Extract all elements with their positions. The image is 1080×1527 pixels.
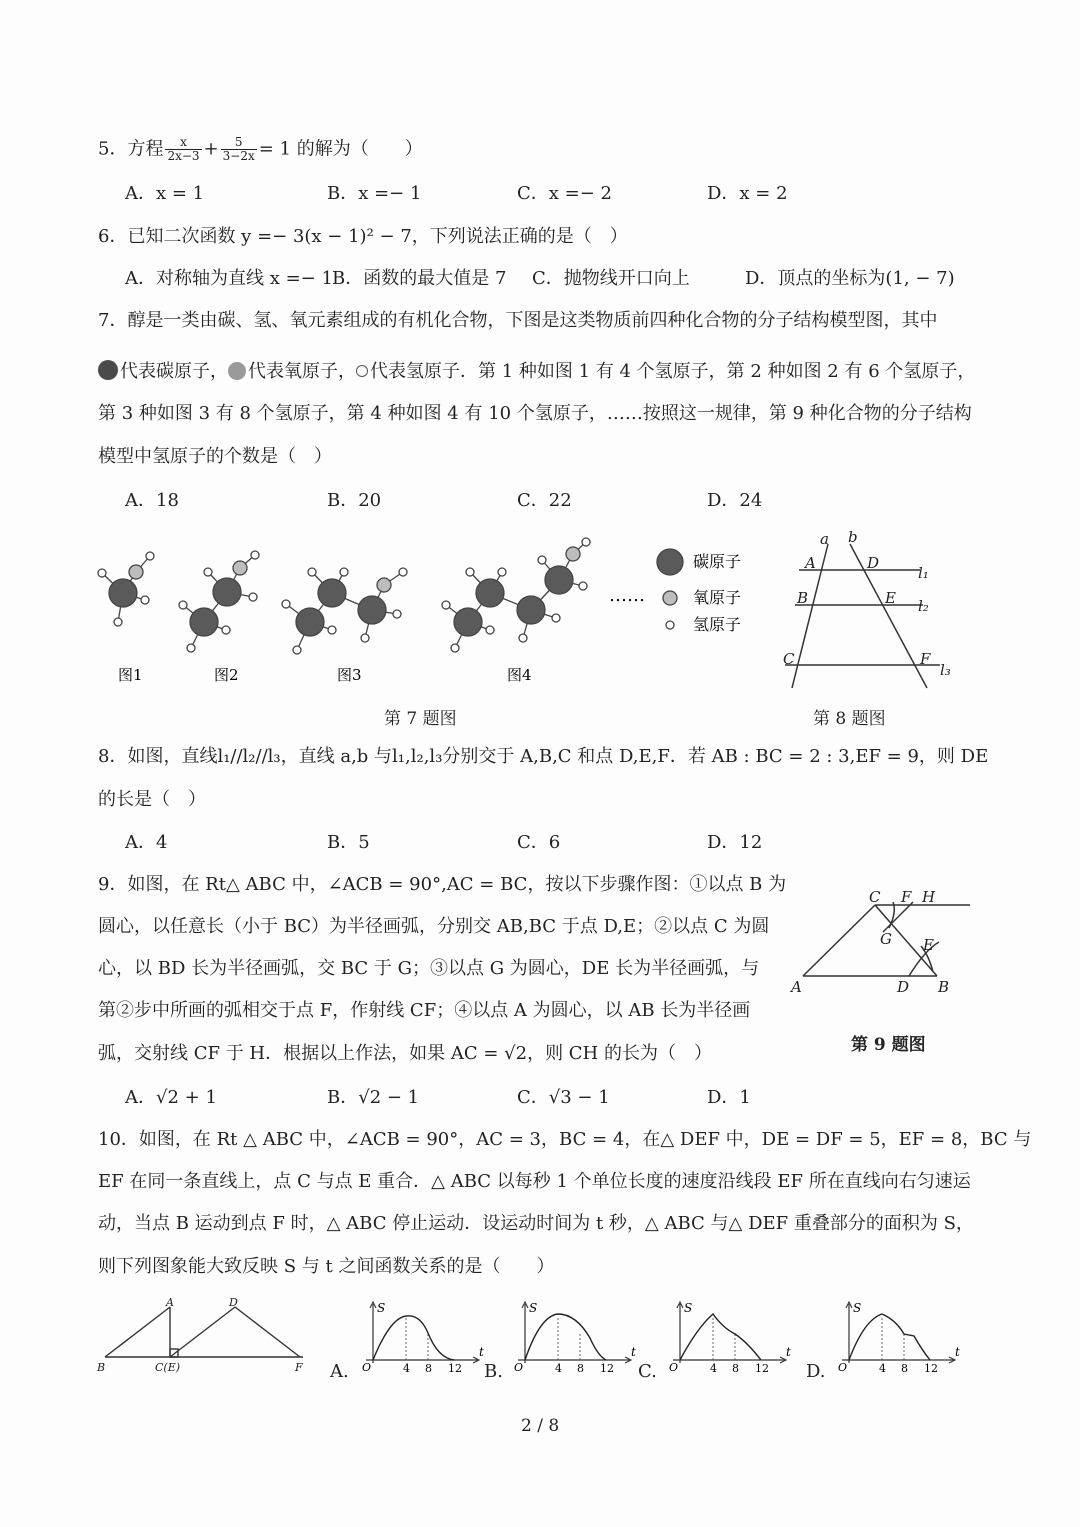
q8-caption: 第 8 题图 (813, 709, 886, 729)
tick-label-12: 12 (755, 1362, 769, 1375)
svg-text:l₁: l₁ (918, 564, 929, 582)
q7-line-3: 第 3 种如图 3 有 8 个氢原子，第 4 种如图 4 有 10 个氢原子，……按照这一规律，第 9 种化合物的分子结构 (98, 403, 972, 424)
molecule-2 (179, 551, 259, 652)
carbon-atom-icon (98, 360, 118, 380)
y-axis-label: S (529, 1301, 538, 1315)
q9-line-5: 弧，交射线 CF 于 H．根据以上作法，如果 AC = √2，则 CH 的长为（ ） (98, 1043, 712, 1064)
q6-option-d: D．顶点的坐标为(1, − 7) (745, 268, 955, 289)
q10-line-1: 10．如图，在 Rt △ ABC 中，∠ACB = 90°，AC = 3，BC = 4，在△ DEF 中，DE = DF = 5，EF = 8，BC 与 (98, 1129, 1032, 1150)
q8-line-1: 8．如图，直线l₁//l₂//l₃，直线 a,b 与l₁,l₂,l₃分别交于 A,B,C 和点 D,E,F．若 AB : BC = 2 : 3,EF = 9，则 DE (98, 746, 989, 767)
legend-oxygen-icon (663, 591, 677, 605)
svg-text:C: C (869, 888, 881, 906)
tick-label-8: 8 (901, 1362, 908, 1375)
legend-hydrogen-label: 氢原子 (693, 615, 742, 634)
q9-line-2: 圆心，以任意长（小于 BC）为半径画弧，分别交 AB,BC 于点 D,E；②以点 C 为圆 (98, 916, 770, 937)
q9-option-a: A．√2 + 1 (125, 1087, 217, 1108)
legend-hydrogen-icon (666, 621, 674, 629)
q7-option-c: C．22 (517, 490, 572, 511)
q10-line-2: EF 在同一条直线上，点 C 与点 E 重合．△ ABC 以每秒 1 个单位长度的速度沿线段 EF 所在直线向右匀速运 (98, 1171, 971, 1192)
y-axis-label: S (684, 1301, 693, 1315)
q5-option-a: A．x = 1 (125, 183, 205, 204)
tick-label-8: 8 (732, 1362, 739, 1375)
q6-option-c: C．抛物线开口向上 (532, 268, 690, 289)
q10-graph-label-d: D. (806, 1361, 826, 1382)
q7-option-b: B．20 (327, 490, 382, 511)
q5-fraction-2: $\frac{5}{3-2x}$ (222, 135, 255, 163)
tick-label-8: 8 (577, 1362, 584, 1375)
fig3-label: 图3 (337, 666, 362, 684)
legend-oxygen-label: 氧原子 (693, 588, 742, 607)
q5-option-c: C．x =− 2 (517, 183, 612, 204)
molecule-ellipsis: …… (609, 585, 645, 606)
svg-text:C(E): C(E) (155, 1361, 181, 1374)
origin-label: O (669, 1361, 679, 1374)
q9-figure (785, 880, 975, 1000)
q5-fraction-1: $\frac{x}{2x-3}$ (167, 135, 200, 163)
tick-label-4: 4 (555, 1362, 562, 1375)
q9-option-c: C．√3 − 1 (517, 1087, 610, 1108)
svg-text:b: b (848, 528, 858, 546)
y-axis-label: S (853, 1301, 862, 1315)
q10-triangles-figure (95, 1295, 315, 1380)
y-axis-label: S (377, 1301, 386, 1315)
q8-option-d: D．12 (707, 832, 763, 853)
q9-option-b: B．√2 − 1 (327, 1087, 420, 1108)
q10-line-3: 动，当点 B 运动到点 F 时，△ ABC 停止运动．设运动时间为 t 秒，△ ABC 与△ DEF 重叠部分的面积为 S， (98, 1213, 974, 1234)
q6-option-a: A．对称轴为直线 x =− 1 (125, 268, 333, 289)
x-axis-label: t (786, 1345, 791, 1359)
svg-text:G: G (880, 930, 892, 948)
fig4-label: 图4 (507, 666, 532, 684)
q7-line-2: 代表碳原子， 代表氧原子， 代表氢原子．第 1 种如图 1 有 4 个氢原子，第 2 种如图 2 有 6 个氢原子， (98, 360, 975, 384)
hydrogen-atom-icon (356, 365, 368, 377)
svg-text:F: F (901, 888, 912, 906)
q10-line-4: 则下列图象能大致反映 S 与 t 之间函数关系的是（ ） (98, 1256, 555, 1277)
s-t-curve (849, 1314, 930, 1360)
q8-option-c: C．6 (517, 832, 561, 853)
legend-carbon-icon (657, 549, 683, 575)
q9-caption: 第 9 题图 (851, 1035, 926, 1055)
q10-graph-label-a: A. (330, 1361, 349, 1382)
molecule-3 (282, 568, 407, 654)
page-number: 2 / 8 (521, 1416, 560, 1436)
origin-label: O (838, 1361, 848, 1374)
q5-option-b: B．x =− 1 (327, 183, 422, 204)
q10-graph-d (834, 1298, 964, 1383)
svg-text:D: D (897, 978, 910, 996)
q9-line-4: 第②步中所画的弧相交于点 F，作射线 CF；④以点 A 为圆心，以 AB 长为半径画 (98, 1000, 751, 1021)
q7-molecule-figures (90, 530, 770, 690)
tick-label-12: 12 (600, 1362, 614, 1375)
svg-text:A: A (791, 978, 802, 996)
q6-option-b: B．函数的最大值是 7 (332, 268, 507, 289)
q5-option-d: D．x = 2 (707, 183, 788, 204)
q10-graph-label-b: B. (484, 1361, 503, 1382)
svg-text:C: C (783, 650, 795, 668)
s-t-curve (525, 1314, 606, 1360)
tick-label-12: 12 (448, 1362, 462, 1375)
x-axis-label: t (479, 1345, 484, 1359)
q9-line-1: 9．如图，在 Rt△ ABC 中，∠ACB = 90°,AC = BC，按以下步骤作图：①以点 B 为 (98, 874, 787, 895)
origin-label: O (514, 1361, 524, 1374)
svg-text:F: F (295, 1361, 303, 1374)
molecule-1 (98, 552, 154, 626)
origin-label: O (362, 1361, 372, 1374)
tick-label-4: 4 (403, 1362, 410, 1375)
svg-text:F: F (920, 650, 931, 668)
svg-text:A: A (805, 554, 816, 572)
q8-line-2: 的长是（ ） (98, 789, 206, 810)
fig2-label: 图2 (214, 666, 239, 684)
s-t-curve (373, 1316, 454, 1360)
svg-text:a: a (820, 530, 829, 548)
tick-label-4: 4 (710, 1362, 717, 1375)
x-axis-label: t (955, 1345, 960, 1359)
q7-caption: 第 7 题图 (384, 709, 457, 729)
svg-text:D: D (867, 554, 880, 572)
q6-stem: 6．已知二次函数 y =− 3(x − 1)² − 7，下列说法正确的是（ ） (98, 226, 628, 247)
tick-label-12: 12 (924, 1362, 938, 1375)
svg-text:B: B (97, 1361, 106, 1374)
q7-line-4: 模型中氢原子的个数是（ ） (98, 446, 332, 467)
q7-option-a: A．18 (125, 490, 179, 511)
svg-text:A: A (166, 1296, 174, 1309)
s-t-curve (680, 1314, 761, 1360)
svg-text:l₂: l₂ (918, 597, 929, 615)
tick-label-4: 4 (879, 1362, 886, 1375)
fig1-label: 图1 (118, 666, 143, 684)
svg-text:H: H (922, 888, 936, 906)
q8-option-a: A．4 (125, 832, 168, 853)
q5-stem: 5．方程 $\frac{x}{2x-3}$ + $\frac{5}{3-2x}$ = 1 的解为（ ） (98, 135, 423, 163)
q7-line-1: 7．醇是一类由碳、氢、氧元素组成的有机化合物，下图是这类物质前四种化合物的分子结构模型图，其中 (98, 310, 938, 331)
q10-graph-a (358, 1298, 488, 1383)
svg-text:l₃: l₃ (940, 661, 951, 679)
q9-option-d: D．1 (707, 1087, 751, 1108)
oxygen-atom-icon (228, 362, 246, 380)
tick-label-8: 8 (425, 1362, 432, 1375)
molecule-4 (442, 538, 590, 652)
q10-graph-b (510, 1298, 640, 1383)
svg-text:E: E (885, 589, 896, 607)
q8-figure (775, 528, 960, 693)
x-axis-label: t (631, 1345, 636, 1359)
legend-carbon-label: 碳原子 (693, 552, 742, 571)
svg-text:B: B (938, 978, 950, 996)
q10-graph-label-c: C. (638, 1361, 657, 1382)
q7-option-d: D．24 (707, 490, 763, 511)
svg-text:B: B (797, 589, 809, 607)
svg-text:E: E (923, 936, 934, 954)
q9-line-3: 心，以 BD 长为半径画弧，交 BC 于 G；③以点 G 为圆心，DE 长为半径画弧，与 (98, 958, 760, 979)
svg-text:D: D (229, 1296, 238, 1309)
q10-graph-c (665, 1298, 795, 1383)
q8-option-b: B．5 (327, 832, 370, 853)
